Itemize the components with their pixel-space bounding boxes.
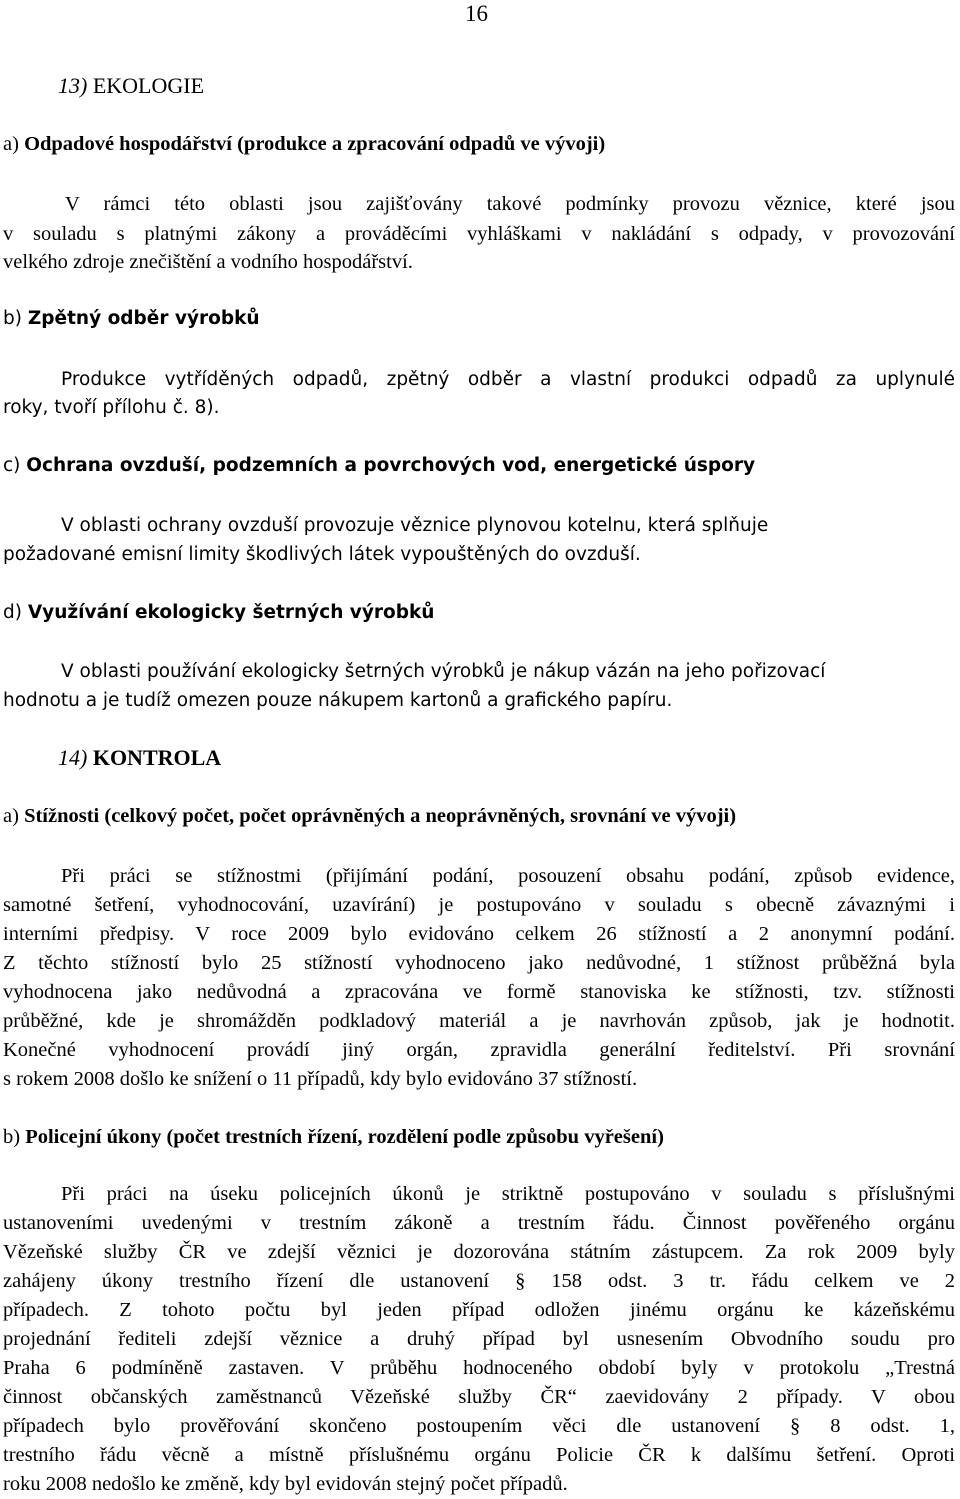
paragraph-line: průběžné, kde je shromážděn podkladový materiál a je navrhován způsob, jak je hodnotit. <box>3 1010 955 1032</box>
paragraph-line: roku 2008 nedošlo ke změně, kdy byl evidován stejný počet případů. <box>3 1473 568 1495</box>
subsection-heading <box>3 130 605 158</box>
subsection-heading <box>3 1123 664 1151</box>
section-heading-kontrola <box>58 744 221 772</box>
paragraph-line: samotné šetření, vyhodnocování, uzavírání) je postupováno v souladu s obecně závaznými i <box>3 894 955 916</box>
paragraph-line: Při práci na úseku policejních úkonů je striktně postupováno v souladu s příslušnými <box>61 1183 955 1205</box>
paragraph-line: Vězeňské služby ČR ve zdejší věznici je dozorována státním zástupcem. Za rok 2009 byly <box>3 1241 955 1263</box>
subsection-title: Zpětný odběr výrobků <box>27 308 260 329</box>
subsection-heading <box>3 305 260 333</box>
paragraph-line: s rokem 2008 došlo ke snížení o 11 případů, kdy bylo evidováno 37 stížností. <box>3 1068 638 1090</box>
paragraph-line: V oblasti ochrany ovzduší provozuje věznice plynovou kotelnu, která splňuje <box>61 515 769 536</box>
subsection-title: Odpadové hospodářství (produkce a zpracování odpadů ve vývoji) <box>24 133 606 155</box>
subsection-heading <box>3 452 755 480</box>
paragraph-line: v souladu s platnými zákony a prováděcími vyhláškami v nakládání s odpady, v provozování <box>3 223 955 245</box>
subsection-title: Policejní úkony (počet trestních řízení, rozdělení podle způsobu vyřešení) <box>25 1126 664 1148</box>
paragraph-line: Konečné vyhodnocení provádí jiný orgán, zpravidla generální ředitelství. Při srovnání <box>3 1039 955 1061</box>
paragraph-line: hodnotu a je tudíž omezen pouze nákupem kartonů a grafického papíru. <box>3 690 673 711</box>
subsection-letter: a) <box>3 805 19 827</box>
subsection-letter: d) <box>3 602 22 623</box>
subsection-heading <box>3 599 434 627</box>
subsection-letter: b) <box>3 1126 21 1148</box>
paragraph-line: požadované emisní limity škodlivých látek vypouštěných do ovzduší. <box>3 544 641 565</box>
paragraph-line: V rámci této oblasti jsou zajišťovány takové podmínky provozu věznice, které jsou <box>65 193 955 215</box>
paragraph-line: interními předpisy. V roce 2009 bylo evidováno celkem 26 stížností a 2 anonymní podání. <box>3 923 955 945</box>
subsection-title: Využívání ekologicky šetrných výrobků <box>27 602 435 623</box>
paragraph-line: zahájeny úkony trestního řízení dle ustanovení § 158 odst. 3 tr. řádu celkem ve 2 <box>3 1270 955 1292</box>
paragraph-line: činnost občanských zaměstnanců Vězeňské služby ČR“ zaevidovány 2 případy. V obou <box>3 1386 955 1408</box>
subsection-heading <box>3 802 736 830</box>
paragraph-line: ustanoveními uvedenými v trestním zákoně a trestním řádu. Činnost pověřeného orgánu <box>3 1212 955 1234</box>
subsection-letter: c) <box>3 455 21 476</box>
subsection-letter: a) <box>3 133 19 155</box>
section-title: KONTROLA <box>92 745 222 770</box>
paragraph-line: vyhodnocena jako nedůvodná a zpracována ve formě stanoviska ke stížnosti, tzv. stížnosti <box>3 981 955 1003</box>
subsection-title: Ochrana ovzduší, podzemních a povrchových vod, energetické úspory <box>26 455 756 476</box>
page-number: 16 <box>465 1 488 26</box>
subsection-title: Stížnosti (celkový počet, počet oprávněných a neoprávněných, srovnání ve vývoji) <box>24 805 737 827</box>
paragraph-line: Při práci se stížnostmi (přijímání podání, posouzení obsahu podání, způsob evidence, <box>61 865 955 887</box>
paragraph-line: Praha 6 podmíněně zastaven. V průběhu hodnoceného období byly v protokolu „Trestná <box>3 1357 955 1379</box>
paragraph-line: případech bylo prověřování skončeno postoupením věci dle ustanovení § 8 odst. 1, <box>3 1415 955 1437</box>
paragraph-line: Produkce vytříděných odpadů, zpětný odběr a vlastní produkci odpadů za uplynulé <box>61 369 955 390</box>
paragraph-line: V oblasti používání ekologicky šetrných výrobků je nákup vázán na jeho pořizovací <box>61 661 826 682</box>
paragraph-line: projednání řediteli zdejší věznice a druhý případ byl usnesením Obvodního soudu pro <box>3 1328 955 1350</box>
paragraph-line: roky, tvoří přílohu č. 8). <box>3 397 220 418</box>
paragraph-line: trestního řádu věcně a místně příslušnému orgánu Policie ČR k dalšímu šetření. Oproti <box>3 1444 955 1466</box>
paragraph-line: velkého zdroje znečištění a vodního hospodářství. <box>3 251 413 273</box>
paragraph-line: případech. Z tohoto počtu byl jeden případ odložen jinému orgánu ke kázeňskému <box>3 1299 955 1321</box>
subsection-letter: b) <box>3 308 22 329</box>
section-heading-ekologie <box>58 72 204 100</box>
section-title: EKOLOGIE <box>92 73 205 98</box>
section-number: 13) <box>58 73 88 98</box>
paragraph-line: Z těchto stížností bylo 25 stížností vyhodnoceno jako nedůvodné, 1 stížnost průběžná byla <box>3 952 955 974</box>
section-number: 14) <box>58 745 88 770</box>
